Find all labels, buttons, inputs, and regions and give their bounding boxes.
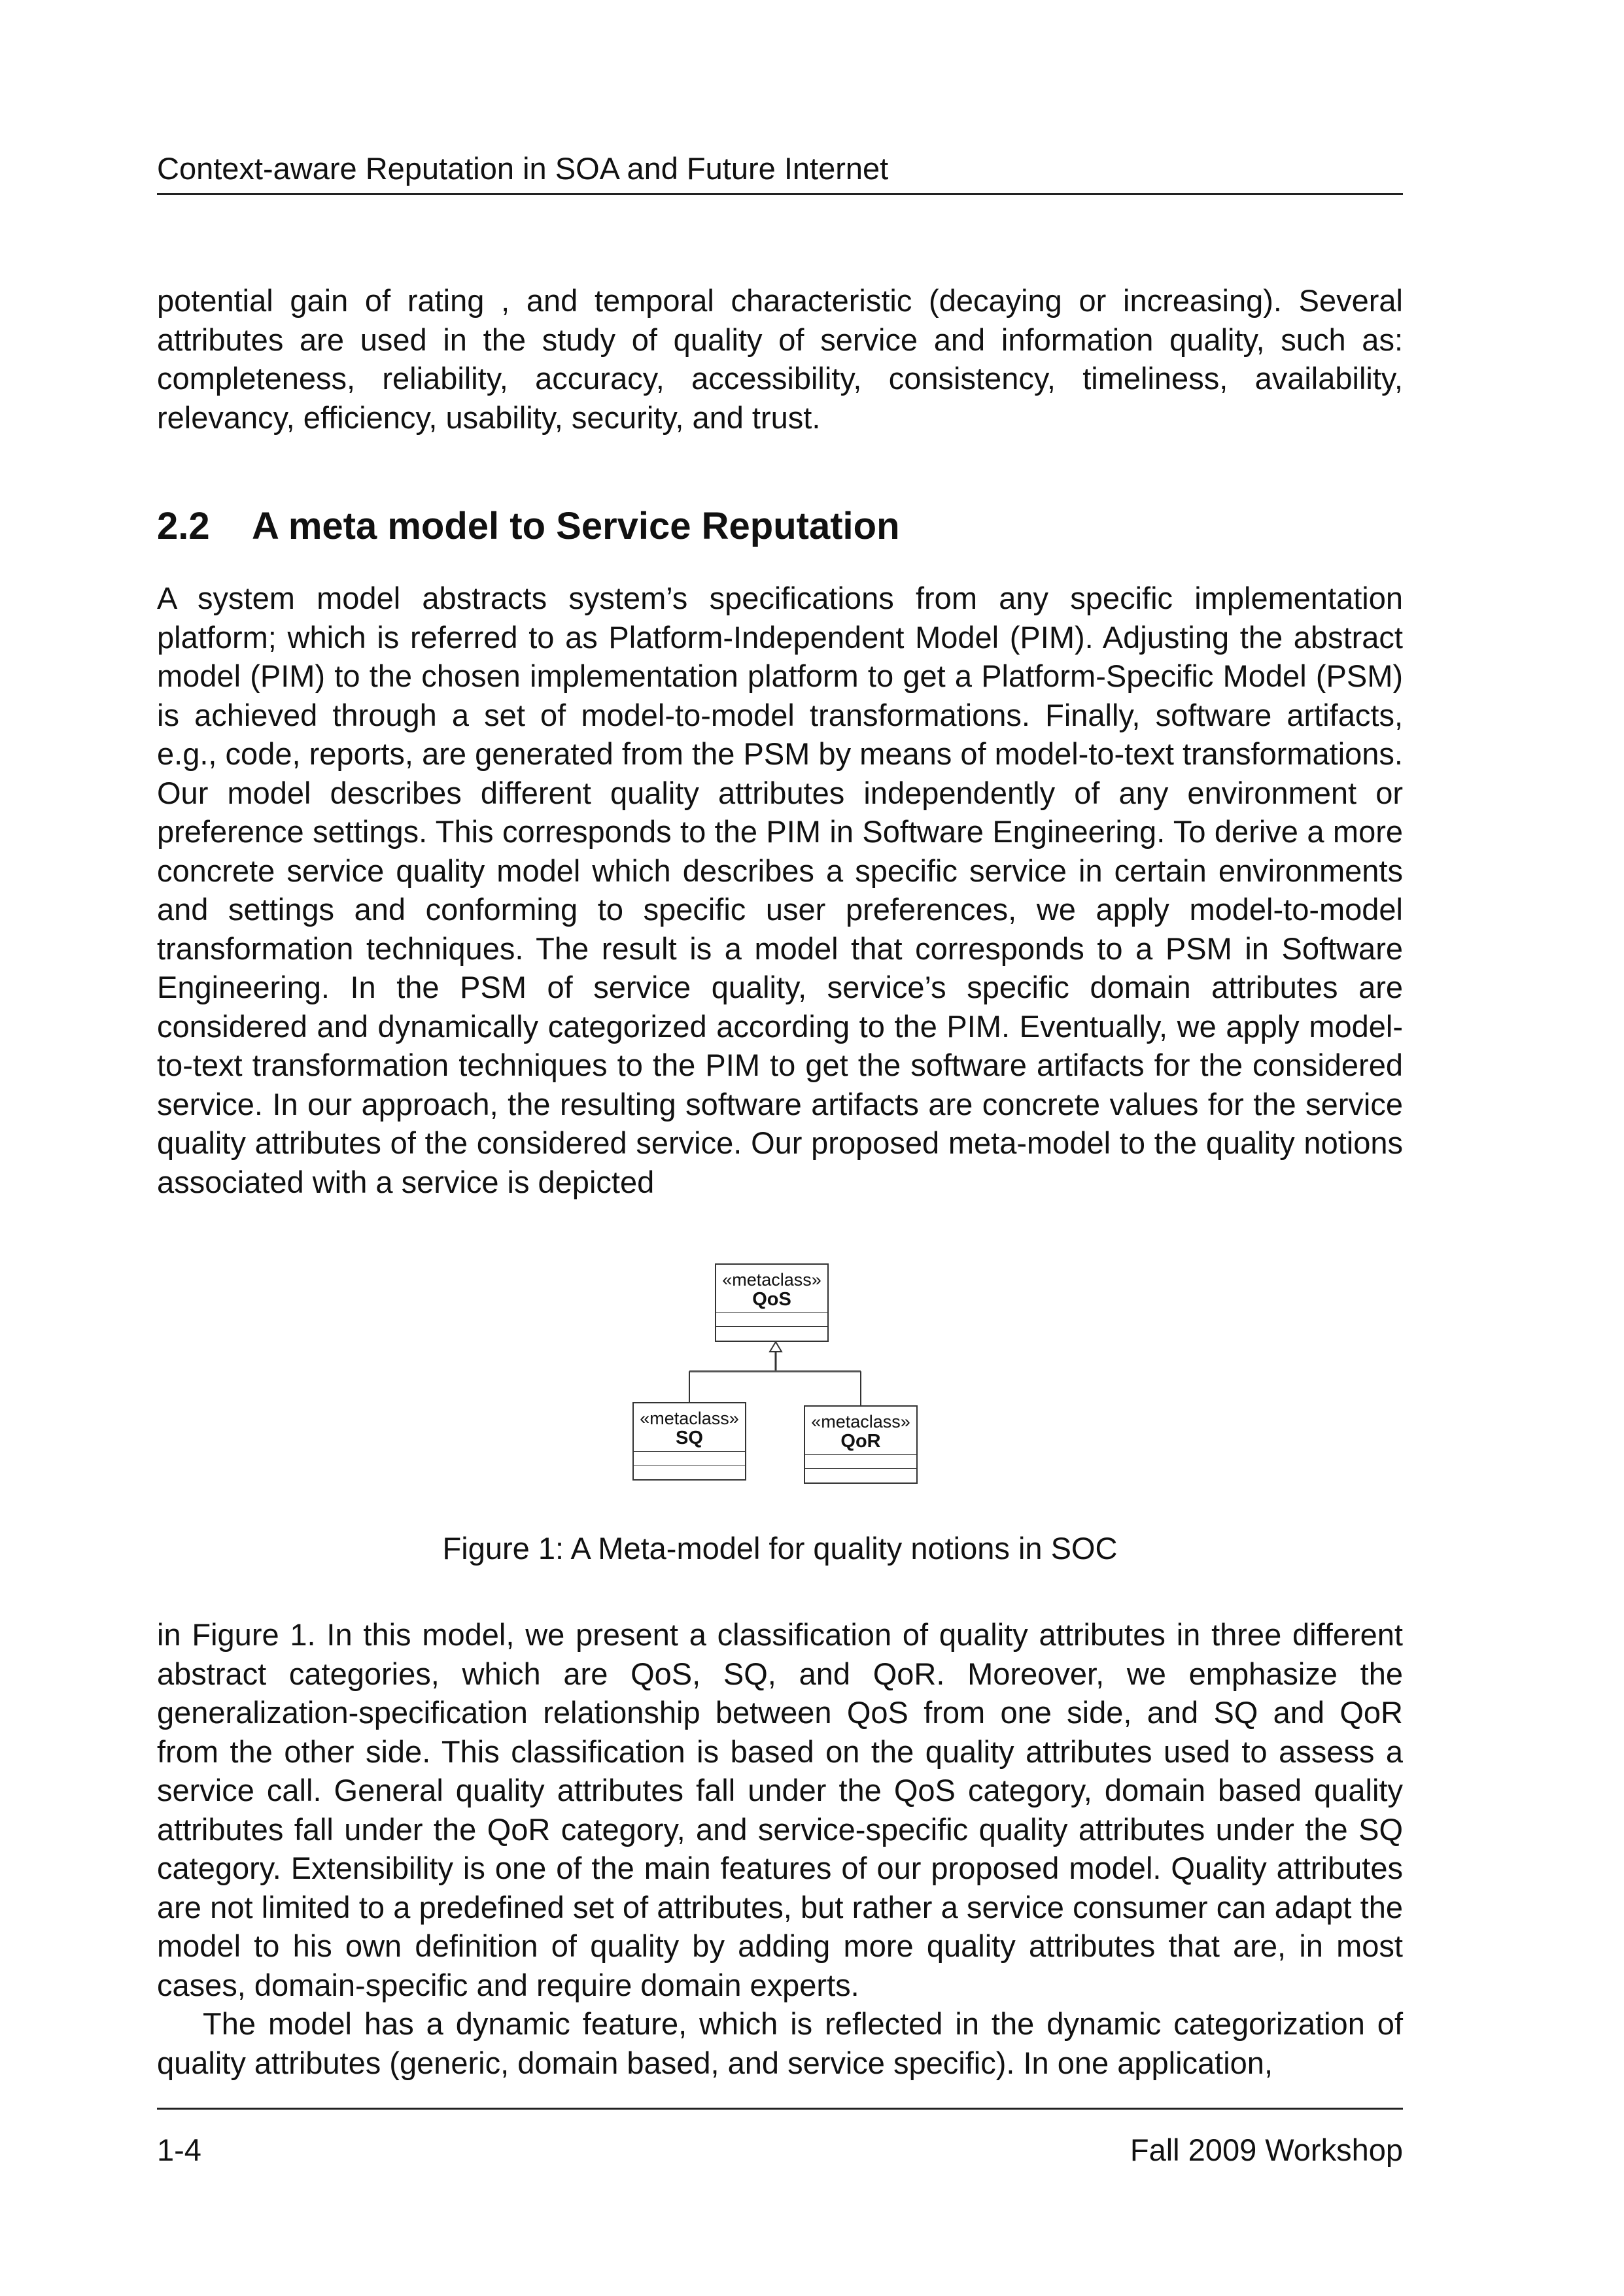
attributes-compartment xyxy=(634,1452,745,1465)
stereotype-label: «metaclass» xyxy=(722,1270,821,1290)
attributes-compartment xyxy=(805,1455,916,1469)
section-heading xyxy=(157,504,1403,549)
stereotype-label: «metaclass» xyxy=(640,1409,739,1428)
class-name: SQ xyxy=(676,1428,703,1448)
venue-label: Fall 2009 Workshop xyxy=(1130,2133,1403,2167)
operations-compartment xyxy=(716,1327,827,1340)
figure-uml-diagram xyxy=(157,1252,1403,1488)
paragraph-meta-model: A system model abstracts system’s specifications from any specific implementation platform; which is referred to as Platform-Independent Model (PIM). Adjusting the abstract model (PIM) to the chosen implementation platform to get a Platform-Specific Model (PSM) is achieved through a set of model-to-model transformations. Finally, software artifacts, e.g., code, reports, are generated from the PSM by means of model-to-text transformations. Our model describes different quality attributes independently of any environment or preference settings. This corresponds to the PIM in Software Engineering. To derive a more concrete service quality model which describes a specific service in certain environments and settings and conforming to specific user preferences, we apply model-to-model transformation techniques. The result is a model that corresponds to a PSM in Software Engineering. In the PSM of service quality, service’s specific domain attributes are considered and dynamically categorized according to the PIM. Eventually, we apply model-to-text transformation techniques to the PIM to get the software artifacts for the considered service. In our approach, the resulting software artifacts are concrete values for the service quality attributes of the considered service. Our proposed meta-model to the quality notions associated with a service is depicted xyxy=(157,581,1403,1199)
operations-compartment xyxy=(634,1465,745,1479)
paragraph-dynamic-feature: The model has a dynamic feature, which is reflected in the dynamic categorization of quality attributes (generic, domain based, and service specific). In one application, xyxy=(157,2006,1403,2080)
footer-rule xyxy=(157,2108,1403,2110)
uml-class-sq xyxy=(632,1402,746,1481)
attributes-compartment xyxy=(716,1313,827,1327)
section-title: A meta model to Service Reputation xyxy=(252,505,900,547)
running-header: Context-aware Reputation in SOA and Future Internet xyxy=(157,151,889,186)
operations-compartment xyxy=(805,1469,916,1482)
class-name: QoS xyxy=(752,1289,791,1310)
generalization-arrow-icon xyxy=(770,1342,782,1352)
paragraph-classification: in Figure 1. In this model, we present a classification of quality attributes in three different abstract categories, which are QoS, SQ, and QoR. Moreover, we emphasize the generalization-specification relationship between QoS from one side, and SQ and QoR from the other side. This classification is based on the quality attributes used to assess a service call. General quality attributes fall under the QoS category, domain based quality attributes fall under the QoR category, and service-specific quality attributes under the SQ category. Extensibility is one of the main features of our proposed model. Quality attributes are not limited to a predefined set of attributes, but rather a service consumer can adapt the model to his own definition of quality by adding more quality attributes that are, in most cases, domain-specific and require domain experts. xyxy=(157,1617,1403,2002)
text-block-after-figure xyxy=(157,1615,1403,2082)
page-number: 1-4 xyxy=(157,2133,201,2167)
figure-caption: Figure 1: A Meta-model for quality notions in SOC xyxy=(442,1531,1118,1566)
uml-class-qor xyxy=(804,1405,918,1484)
section-number: 2.2 xyxy=(157,505,210,547)
header-rule xyxy=(157,193,1403,195)
class-name: QoR xyxy=(840,1431,881,1452)
paragraph-intro: potential gain of rating , and temporal characteristic (decaying or increasing). Several attributes are used in the study of quality of service and information quality, such as: completeness, reliability, accuracy, accessibility, consistency, timeliness, availability, relevancy, efficiency, usability, security, and trust. xyxy=(157,283,1403,435)
stereotype-label: «metaclass» xyxy=(811,1412,910,1431)
uml-class-qos xyxy=(715,1263,829,1342)
